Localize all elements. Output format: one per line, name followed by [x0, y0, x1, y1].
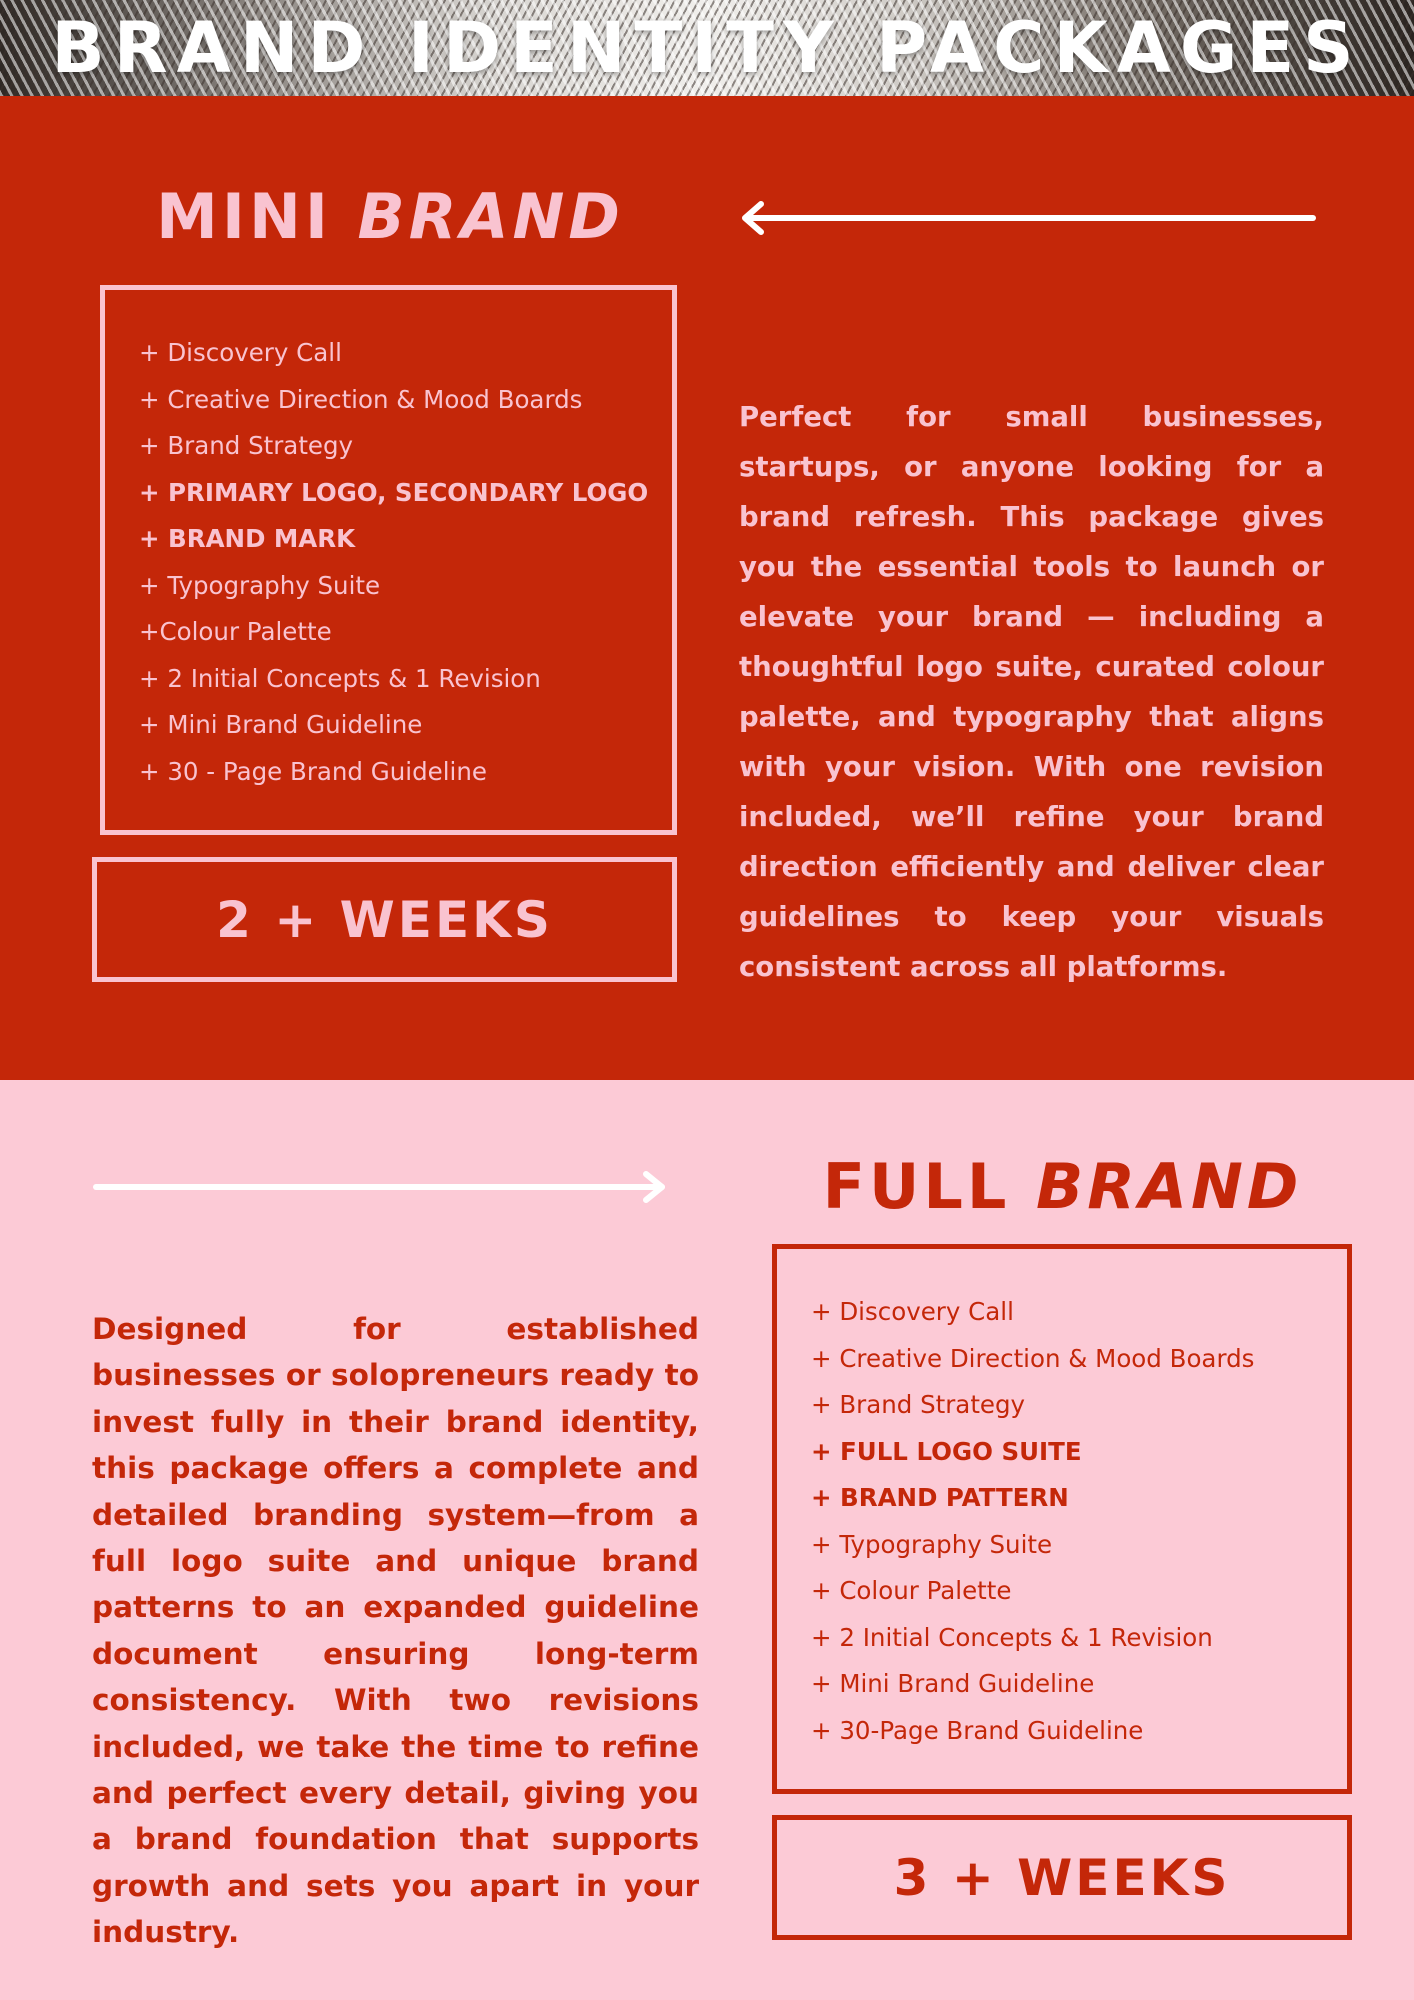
page-title: BRAND IDENTITY PACKAGES [51, 7, 1363, 89]
arrow-right-icon [92, 1170, 672, 1210]
full-title-main: FULL [822, 1150, 1036, 1223]
mini-feature-item: + 2 Initial Concepts & 1 Revision [139, 663, 541, 693]
mini-feature-item: + Discovery Call [139, 338, 342, 367]
mini-duration-label: 2 + WEEKS [216, 890, 553, 949]
header-banner [0, 0, 1414, 96]
mini-brand-title [80, 180, 700, 253]
mini-feature-item: + Mini Brand Guideline [139, 710, 423, 739]
full-duration-label: 3 + WEEKS [893, 1848, 1231, 1907]
full-feature-item: + 2 Initial Concepts & 1 Revision [811, 1622, 1213, 1652]
full-brand-title [775, 1150, 1350, 1223]
mini-feature-item: + 30 - Page Brand Guideline [139, 756, 487, 786]
full-feature-item: + Brand Strategy [811, 1390, 1026, 1419]
full-feature-item: + Typography Suite [811, 1529, 1053, 1559]
full-feature-item: + Creative Direction & Mood Boards [811, 1343, 1255, 1373]
mini-feature-item: + Creative Direction & Mood Boards [139, 384, 583, 414]
mini-feature-item: + Brand Strategy [139, 431, 354, 460]
mini-title-main: MINI [156, 180, 358, 253]
mini-title-accent: BRAND [357, 180, 624, 253]
mini-description: Perfect for small businesses, startups, or anyone looking for a brand refresh. This package gives you the essential tools to launch or elevate your brand — including a thoughtful logo suite, curated colour palette, and typography that aligns with your vision. With one revision included, we’ll refine your brand direction efficiently and deliver clear guidelines to keep your visuals consistent across all platforms. [739, 401, 1324, 983]
arrow-left-icon [735, 198, 1317, 238]
full-feature-item: + Mini Brand Guideline [811, 1669, 1095, 1698]
full-feature-item: + 30-Page Brand Guideline [811, 1715, 1144, 1745]
full-feature-item: + BRAND PATTERN [811, 1483, 1069, 1512]
mini-feature-list [100, 285, 677, 835]
mini-feature-item: + Typography Suite [139, 570, 381, 600]
full-duration-box [772, 1815, 1352, 1940]
mini-feature-item: + PRIMARY LOGO, SECONDARY LOGO [139, 477, 649, 507]
full-feature-item: + Discovery Call [811, 1297, 1014, 1326]
full-title-accent: BRAND [1035, 1150, 1303, 1223]
mini-duration-box [92, 857, 677, 982]
mini-feature-item: + BRAND MARK [139, 524, 356, 553]
full-description: Designed for established businesses or solopreneurs ready to invest fully in their brand identity, this package offers a complete and detailed branding system—from a full logo suite and unique brand patterns to an expanded guideline document ensuring long-term consistency. With two revisions included, we take the time to refine and perfect every detail, giving you a brand foundation that supports growth and sets you apart in your industry. [92, 1312, 699, 1950]
full-feature-list [772, 1244, 1352, 1794]
full-feature-item: + Colour Palette [811, 1576, 1012, 1605]
mini-feature-item: +Colour Palette [139, 617, 332, 646]
full-feature-item: + FULL LOGO SUITE [811, 1436, 1082, 1466]
